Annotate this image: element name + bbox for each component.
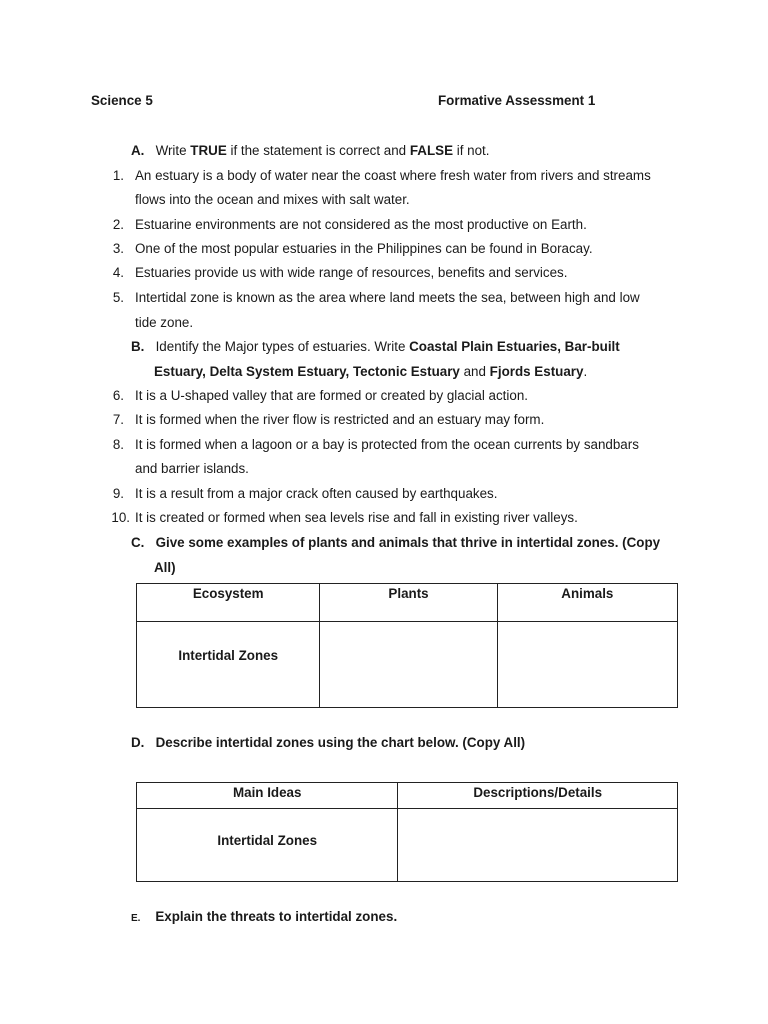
- subject-title: Science 5: [91, 93, 153, 108]
- question-text: Estuaries provide us with wide range of resources, benefits and services.: [135, 265, 568, 280]
- section-e-letter: E.: [131, 913, 141, 924]
- section-b-instruction-cont: [154, 364, 587, 379]
- section-c-text-cont: All): [154, 560, 176, 575]
- item-number: 4.: [112, 265, 124, 280]
- section-a-mid: if the statement is correct and: [226, 143, 410, 158]
- section-b-and: and: [459, 364, 490, 379]
- table-header: Main Ideas: [137, 783, 398, 809]
- section-c-instruction: [131, 535, 660, 550]
- main-ideas-table: [136, 782, 678, 882]
- question-text-cont: flows into the ocean and mixes with salt water.: [135, 192, 410, 207]
- table-header: Plants: [320, 584, 497, 622]
- question-text: Intertidal zone is known as the area where land meets the sea, between high and low: [135, 290, 640, 305]
- section-a-letter: A.: [131, 143, 145, 158]
- section-b-instruction: [131, 339, 620, 354]
- section-b-bold1: Coastal Plain Estuaries, Bar-built: [409, 339, 620, 354]
- table-cell-description[interactable]: [398, 809, 678, 882]
- question-text-cont: and barrier islands.: [135, 461, 249, 476]
- section-b-letter: B.: [131, 339, 145, 354]
- table-header: Descriptions/Details: [398, 783, 678, 809]
- table-cell-animals[interactable]: [497, 622, 677, 708]
- question-text: It is formed when a lagoon or a bay is protected from the ocean currents by sandbars: [135, 437, 639, 452]
- section-b-end: .: [583, 364, 588, 379]
- item-number: 2.: [112, 217, 124, 232]
- question-text: An estuary is a body of water near the coast where fresh water from rivers and streams: [135, 168, 651, 183]
- item-number: 1.: [112, 168, 124, 183]
- section-d-letter: D.: [131, 735, 145, 750]
- assessment-title: Formative Assessment 1: [438, 93, 596, 108]
- item-number: 5.: [112, 290, 124, 305]
- question-text-cont: tide zone.: [135, 315, 194, 330]
- section-e-instruction: [131, 909, 397, 924]
- table-cell-plants[interactable]: [320, 622, 497, 708]
- section-d-instruction: [131, 735, 525, 750]
- table-cell-ecosystem: Intertidal Zones: [137, 622, 320, 708]
- item-number: 6.: [112, 388, 124, 403]
- section-c-letter: C.: [131, 535, 145, 550]
- true-word: TRUE: [190, 143, 227, 158]
- section-e-text: Explain the threats to intertidal zones.: [155, 909, 398, 924]
- question-text: It is a U-shaped valley that are formed or created by glacial action.: [135, 388, 528, 403]
- question-text: One of the most popular estuaries in the Philippines can be found in Boracay.: [135, 241, 593, 256]
- section-a-pre: Write: [155, 143, 191, 158]
- section-b-pre: Identify the Major types of estuaries. Write: [155, 339, 410, 354]
- table-header: Animals: [497, 584, 677, 622]
- item-number: 3.: [112, 241, 124, 256]
- item-number: 9.: [112, 486, 124, 501]
- section-b-bold3: Fjords Estuary: [489, 364, 584, 379]
- question-text: It is a result from a major crack often caused by earthquakes.: [135, 486, 498, 501]
- table-header: Ecosystem: [137, 584, 320, 622]
- item-number: 7.: [112, 412, 124, 427]
- table-cell-main-idea: Intertidal Zones: [137, 809, 398, 882]
- false-word: FALSE: [409, 143, 453, 158]
- question-text: It is created or formed when sea levels rise and fall in existing river valleys.: [135, 510, 578, 525]
- section-a-post: if not.: [453, 143, 490, 158]
- item-number: 10.: [111, 510, 130, 525]
- plants-animals-table: [136, 583, 678, 708]
- question-text: It is formed when the river flow is restricted and an estuary may form.: [135, 412, 545, 427]
- section-d-text: Describe intertidal zones using the chart below. (Copy All): [155, 735, 526, 750]
- question-text: Estuarine environments are not considered as the most productive on Earth.: [135, 217, 587, 232]
- section-c-text: Give some examples of plants and animals that thrive in intertidal zones. (Copy: [155, 535, 661, 550]
- section-a-instruction: [131, 143, 489, 158]
- item-number: 8.: [112, 437, 124, 452]
- section-b-bold2: Estuary, Delta System Estuary, Tectonic Estuary: [154, 364, 460, 379]
